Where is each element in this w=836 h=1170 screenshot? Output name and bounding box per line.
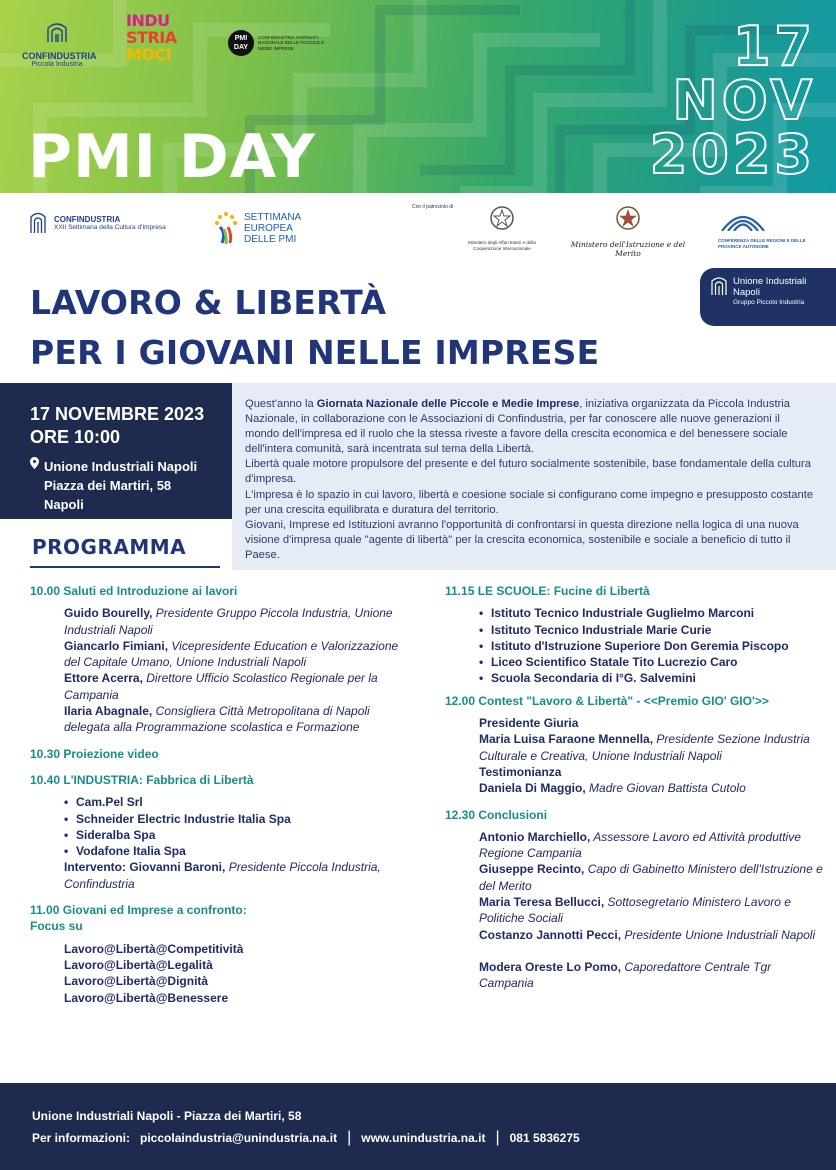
school-item: • Scuola Secondaria di I°G. Salvemini xyxy=(445,670,825,686)
school-item: • Istituto d'Istruzione Superiore Don Geremia Piscopo xyxy=(445,638,825,654)
footer-address: Unione Industriali Napoli - Piazza dei Martiri, 58 xyxy=(32,1109,302,1123)
company-item: • Vodafone Italia Spa xyxy=(30,843,410,859)
footer-separator: | xyxy=(495,1129,500,1146)
speaker-bourelly xyxy=(30,605,410,638)
speaker-name: Giancarlo Fimiani, xyxy=(64,638,169,653)
mim-logo xyxy=(566,205,690,258)
date-month: NOV xyxy=(672,69,816,132)
header-banner xyxy=(0,0,836,193)
description-p3: L'impresa è lo spazio in cui lavoro, libertà e coesione sociale si configurano come impegno e presupposto costante per una crescita equilibrata e duratura del territorio. xyxy=(245,488,814,516)
event-details-box xyxy=(0,383,232,519)
eu-stars-icon xyxy=(214,211,238,245)
speaker-role: Presidente Unione Industriali Napoli xyxy=(621,927,816,942)
session-1100-subtitle: Focus su xyxy=(30,919,83,934)
date-day: 17 xyxy=(732,15,816,78)
pmi-day-logo xyxy=(228,30,338,56)
pmi-day-title: PMI DAY xyxy=(28,122,316,192)
moderator-name: Modera Oreste Lo Pomo, xyxy=(479,959,622,974)
session-1040-title: 10.40 L'INDUSTRIA: Fabbrica di Libertà xyxy=(30,772,254,787)
industriamoci-logo xyxy=(126,12,180,78)
speaker-role: Assessore Lavoro ed Attività produttive Regione Campania xyxy=(479,829,801,861)
programma-underline xyxy=(30,566,220,568)
maeci-caption: Ministero degli Affari Esteri e della Cooperazione Internazionale xyxy=(468,240,536,251)
settimana-line1: SETTIMANA xyxy=(244,211,302,223)
footer xyxy=(0,1083,836,1170)
session-1000-title: 10.00 Saluti ed Introduzione ai lavori xyxy=(30,584,238,598)
mim-caption: Ministero dell'Istruzione e del Merito xyxy=(570,240,686,258)
program-left-column xyxy=(30,583,410,1006)
speaker-name: Daniela Di Maggio, xyxy=(479,781,586,796)
footer-website-link[interactable]: www.unindustria.na.it xyxy=(361,1131,486,1145)
session-1100-title: 11.00 Giovani ed Imprese a confronto: xyxy=(30,903,247,918)
confindustria-logo-text: CONFINDUSTRIA xyxy=(22,51,97,61)
industriamoci-line3: MOCI xyxy=(126,45,172,64)
focus-topic: Lavoro@Libertà@Competitività xyxy=(64,941,244,956)
speaker-name: Maria Luisa Faraone Mennella, xyxy=(479,732,654,747)
event-time: ORE 10:00 xyxy=(30,427,121,447)
republic-emblem-icon xyxy=(615,205,641,233)
patrocinio-label: Con il patrocinio di xyxy=(412,204,454,210)
unione-industriali-badge xyxy=(700,268,836,326)
confindustria-cultura-sub: XXII Settimana della Cultura d'Impresa xyxy=(54,224,166,231)
speaker-name: Costanzo Jannotti Pecci, xyxy=(479,927,622,942)
speaker-name: Giuseppe Recinto, xyxy=(479,862,585,877)
company-item: • Schneider Electric Industrie Italia Spa xyxy=(30,811,410,827)
italian-emblem-icon xyxy=(489,205,515,233)
speaker-role: Vicepresidente Education e Valorizzazione del Capitale Umano, Unione Industriali Napoli xyxy=(64,638,399,670)
main-title-line1: LAVORO & LIBERTÀ xyxy=(30,283,387,322)
session-1200-title: 12.00 Contest "Lavoro & Libertà" - <<Premio GIO' GIO'>> xyxy=(445,693,769,708)
footer-email-link[interactable]: piccolaindustria@unindustria.na.it xyxy=(140,1131,338,1145)
conferenza-arches-icon xyxy=(718,209,768,231)
speaker-role: Direttore Ufficio Scolastico Regionale per la Campania xyxy=(64,671,378,702)
speaker-name: Guido Bourelly, xyxy=(64,606,153,621)
intervento-baroni xyxy=(30,859,410,892)
focus-topic: Lavoro@Libertà@Legalità xyxy=(64,957,213,972)
settimana-line2: EUROPEA xyxy=(244,222,293,234)
location-pin-icon xyxy=(30,457,42,514)
programma-heading: PROGRAMMA xyxy=(32,535,187,559)
pmi-day-small-text: CONFINDUSTRIA GIORNATA NAZIONALE DELLE PICCOLE E MEDIE IMPRESE xyxy=(258,34,325,51)
patronage-row xyxy=(0,193,836,265)
venue-line3: Napoli xyxy=(44,497,84,512)
moderator xyxy=(445,959,825,992)
maeci-logo xyxy=(462,205,542,251)
school-item: • Liceo Scientifico Statale Tito Lucrezio Caro xyxy=(445,654,825,670)
desc-p1-post: , iniziativa organizzata da Piccola Industria Nazionale, in collaborazione con le Associazioni di Confindustria, per far conoscere alle nuove generazioni il mondo dell'impresa ed il ruolo che la stessa riveste a favore della crescita economica e del benessere sociale dell'intera comunità, sarà incentrata sul tema della Libertà. xyxy=(245,398,790,456)
speaker-role: Presidente Sezione Industria Culturale e Creativa, Unione Industriali Napoli xyxy=(479,732,810,763)
speaker-role: Sottosegretario Ministero Lavoro e Politiche Sociali xyxy=(479,895,791,926)
speaker-marchiello xyxy=(445,829,825,862)
unione-badge-line1: Unione Industriali xyxy=(733,276,807,287)
speaker-name: Ettore Acerra, xyxy=(64,671,143,686)
speaker-recinto xyxy=(445,861,825,894)
moderator-role: Caporedattore Centrale Tgr Campania xyxy=(479,959,772,991)
speaker-mennella xyxy=(445,731,825,764)
venue-line2: Piazza dei Martiri, 58 xyxy=(44,478,172,493)
speaker-fimiani xyxy=(30,638,410,671)
speaker-role: Presidente Gruppo Piccola Industria, Unione Industriali Napoli xyxy=(64,606,393,637)
footer-contacts xyxy=(32,1127,836,1149)
company-item: • Cam.Pel Srl xyxy=(30,794,410,810)
description-p1 xyxy=(245,397,816,457)
event-description xyxy=(232,383,836,570)
speaker-acerra xyxy=(30,670,410,703)
industriamoci-line1: INDU xyxy=(126,11,170,30)
testimonianza-label: Testimonianza xyxy=(479,764,562,779)
desc-p1-bold: Giornata Nazionale delle Piccole e Medie Imprese xyxy=(316,398,580,410)
industriamoci-line2: STRIA xyxy=(126,28,177,47)
main-title-line2: PER I GIOVANI NELLE IMPRESE xyxy=(30,333,600,372)
footer-separator: | xyxy=(347,1129,352,1146)
speaker-name: Maria Teresa Bellucci, xyxy=(479,895,605,910)
giuria-label: Presidente Giuria xyxy=(479,716,579,731)
conferenza-regioni-logo xyxy=(718,209,812,249)
venue-line1: Unione Industriali Napoli xyxy=(44,459,198,474)
date-outline xyxy=(649,15,816,186)
confindustria-cultura-icon xyxy=(28,211,48,235)
speaker-di-maggio xyxy=(445,780,825,796)
pmi-day-badge: PMI DAY xyxy=(228,30,254,56)
date-year: 2023 xyxy=(649,123,816,186)
confindustria-cultura-logo xyxy=(28,211,166,235)
speaker-role: Presidente Piccola Industria, Confindustria xyxy=(64,860,381,891)
main-title xyxy=(30,278,599,378)
desc-p1-pre: Quest'anno la xyxy=(245,398,317,410)
event-date: 17 NOVEMBRE 2023 xyxy=(30,404,205,424)
conferenza-caption: CONFERENZA DELLE REGIONI E DELLE PROVINCE AUTONOME xyxy=(718,238,806,249)
description-p2: Libertà quale motore propulsore del presente e del futuro socialmente sostenibile, base fondamentale della cultura d'impresa. xyxy=(245,458,811,486)
description-p4: Giovani, Imprese ed Istituzioni avranno l'opportunità di confrontarsi in questa direzione nella logica di una nuova visione d'impresa quale "agente di libertà" per la crescita economica, sostenibile e sociale a beneficio di tutto il Paese. xyxy=(245,518,799,561)
speaker-name: Intervento: Giovanni Baroni, xyxy=(64,860,226,875)
event-venue xyxy=(30,457,232,514)
speaker-role: Consigliera Città Metropolitana di Napoli delegata alla Programmazione scolastica e Formazione xyxy=(64,704,370,735)
speaker-bellucci xyxy=(445,894,825,927)
footer-phone[interactable]: 081 5836275 xyxy=(509,1131,580,1145)
speaker-jannotti-pecci xyxy=(445,927,825,943)
company-item: • Sideralba Spa xyxy=(30,827,410,843)
session-1115-title: 11.15 LE SCUOLE: Fucine di Libertà xyxy=(445,584,650,598)
speaker-name: Ilaria Abagnale, xyxy=(64,704,153,719)
focus-topic: Lavoro@Libertà@Dignità xyxy=(64,974,209,989)
speaker-role: Capo di Gabinetto Ministero dell'Istruzione e del Merito xyxy=(479,862,823,893)
unione-badge-line2: Gruppo Piccolo Industria xyxy=(733,299,805,306)
footer-info-label: Per informazioni: xyxy=(32,1131,131,1145)
speaker-name: Antonio Marchiello, xyxy=(479,829,591,844)
school-item: • Istituto Tecnico Industriale Guglielmo Marconi xyxy=(445,605,825,621)
unione-logo-icon xyxy=(710,276,728,296)
program-right-column xyxy=(445,583,825,992)
confindustria-logo xyxy=(22,22,97,68)
settimana-europea-logo xyxy=(214,211,301,245)
school-item: • Istituto Tecnico Industriale Marie Curie xyxy=(445,622,825,638)
session-1030-title: 10.30 Proiezione video xyxy=(30,746,159,761)
session-1230-title: 12.30 Conclusioni xyxy=(445,807,548,822)
speaker-abagnale xyxy=(30,703,410,736)
confindustria-cultura-name: CONFINDUSTRIA xyxy=(54,215,121,224)
confindustria-logo-sub: Piccola Industria xyxy=(31,61,83,68)
settimana-line3: DELLE PMI xyxy=(244,233,297,245)
unione-badge-line1b: Napoli xyxy=(733,287,760,298)
speaker-role: Madre Giovan Battista Cutolo xyxy=(585,781,746,796)
confindustria-mark-icon xyxy=(44,22,70,44)
focus-topic: Lavoro@Libertà@Benessere xyxy=(64,990,229,1005)
